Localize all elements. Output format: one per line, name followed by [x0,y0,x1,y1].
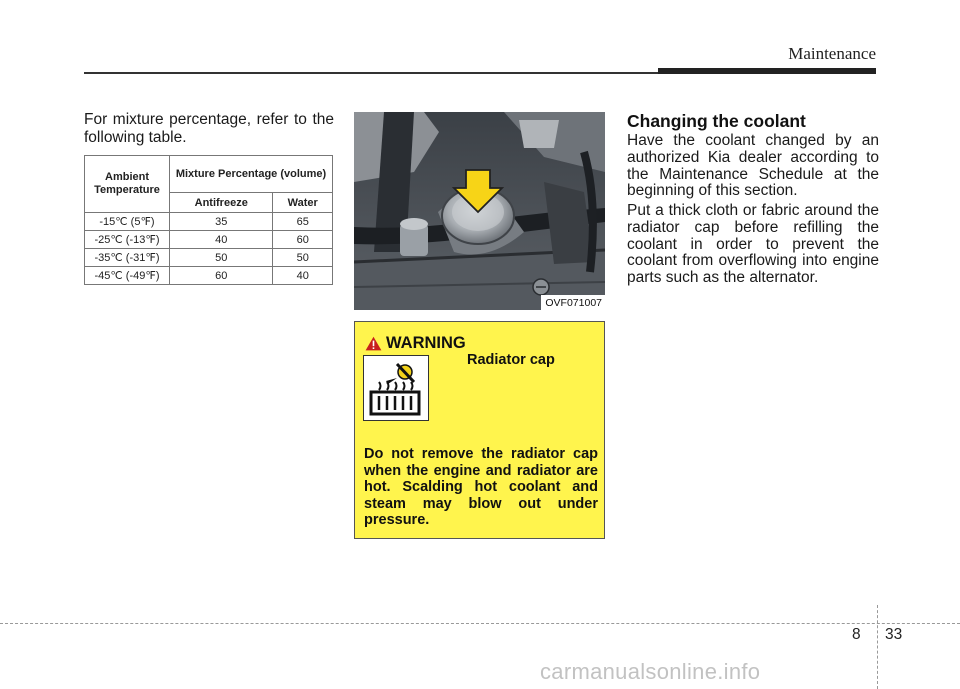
section-title: Changing the coolant [627,111,806,131]
photo-code-label: OVF071007 [541,295,605,310]
cell-temperature: -35℃ (-31℉) [85,249,170,267]
cell-temperature: -25℃ (-13℉) [85,231,170,249]
col-antifreeze: Antifreeze [170,193,273,213]
cell-temperature: -45℃ (-49℉) [85,267,170,285]
cell-antifreeze: 50 [170,249,273,267]
cell-antifreeze: 40 [170,231,273,249]
watermark-text: carmanualsonline.info [540,659,761,684]
mixture-table [84,155,333,285]
col-ambient-temperature: Ambient Temperature [85,156,170,213]
radiator-cap-photo [354,112,605,310]
warning-subtitle: Radiator cap [467,352,555,368]
header-rule-accent [658,68,876,74]
page-number: 33 [885,626,903,643]
radiator-hot-steam-icon [363,355,429,421]
page-chapter-number: 8 [852,626,861,643]
warning-heading: WARNING [386,334,466,352]
header-rule [84,72,660,74]
radiator-steam-pictogram [364,356,428,420]
header-section-title: Maintenance [788,44,876,63]
col-water: Water [273,193,333,213]
section-paragraph-2: Put a thick cloth or fabric around the radiator cap before refilling the coolant in order to prevent the coolant from overflowing into engine parts such as the alternator. [627,202,879,287]
cell-antifreeze: 60 [170,267,273,285]
table-row [85,231,333,249]
cell-water: 60 [273,231,333,249]
cell-water: 65 [273,213,333,231]
section-paragraph-1: Have the coolant changed by an authorized Kia dealer according to the Maintenance Schedule at the beginning of this section. [627,132,879,200]
table-row [85,213,333,231]
cell-water: 40 [273,267,333,285]
table-row [85,249,333,267]
cell-water: 50 [273,249,333,267]
warning-triangle-icon [365,336,382,351]
table-row [85,267,333,285]
footer-dashed-rule [0,623,960,624]
col-mixture-percentage: Mixture Percentage (volume) [170,156,333,193]
cell-temperature: -15℃ (5℉) [85,213,170,231]
engine-bay-illustration [354,112,605,310]
intro-paragraph: For mixture percentage, refer to the following table. [84,111,334,146]
warning-box [354,321,605,539]
footer-vertical-rule [877,605,878,689]
warning-text: Do not remove the radiator cap when the engine and radiator are hot. Scalding hot coolant and steam may blow out under pressure. [364,446,598,528]
cell-antifreeze: 35 [170,213,273,231]
